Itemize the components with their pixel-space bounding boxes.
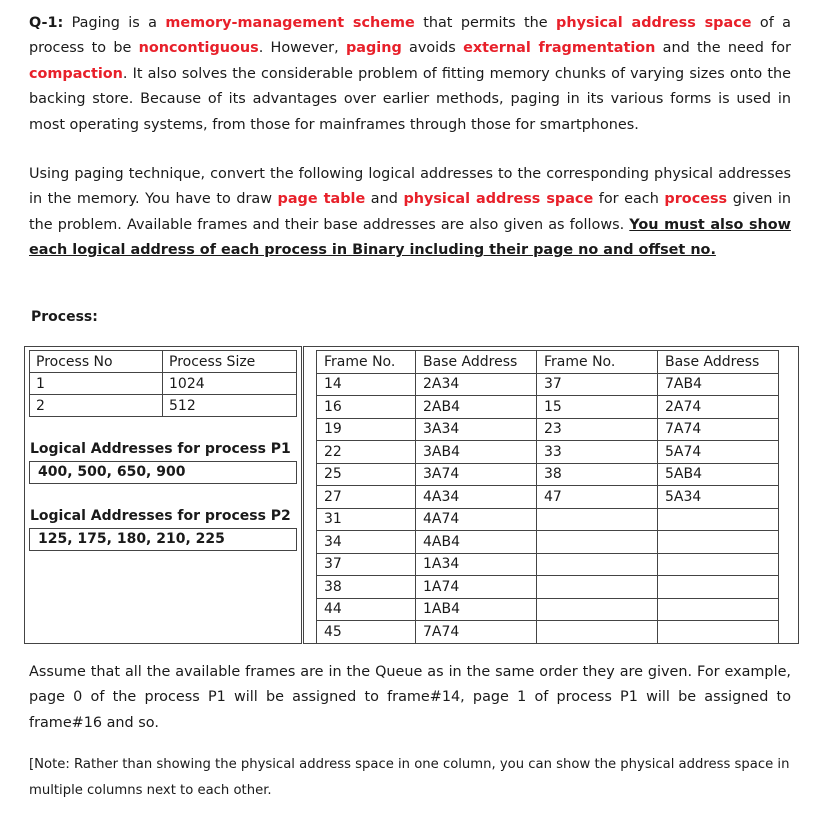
question-label: Q-1: — [29, 15, 64, 31]
cell — [658, 531, 779, 554]
table-row — [317, 373, 779, 396]
cell: 3AB4 — [416, 441, 537, 464]
keyword: compaction — [29, 65, 123, 82]
text: given in the problem. Available frames and their base addresses are also given as follows. — [29, 191, 791, 233]
cell — [658, 508, 779, 531]
cell — [537, 598, 658, 621]
cell: 16 — [317, 396, 416, 419]
cell: 2A34 — [416, 373, 537, 396]
cell: 2AB4 — [416, 396, 537, 419]
cell: 33 — [537, 441, 658, 464]
cell: 7A74 — [416, 621, 537, 644]
table-row — [30, 373, 297, 395]
cell — [658, 598, 779, 621]
table-row — [317, 418, 779, 441]
cell: 4A34 — [416, 486, 537, 509]
col-header: Frame No. — [317, 351, 416, 374]
cell — [658, 576, 779, 599]
keyword: physical address space — [403, 191, 594, 208]
cell: 38 — [317, 576, 416, 599]
text: and — [365, 191, 404, 208]
table-row — [317, 486, 779, 509]
text: of a process to be — [29, 15, 791, 57]
table-row — [317, 441, 779, 464]
frame-box — [303, 346, 799, 644]
text: avoids — [401, 40, 464, 57]
cell: 5A34 — [658, 486, 779, 509]
cell: 3A74 — [416, 463, 537, 486]
cell: 2A74 — [658, 396, 779, 419]
cell: 3A34 — [416, 418, 537, 441]
text: Using paging technique, convert the following logical addresses to the corresponding physical addresses in the memory. You have to draw — [29, 166, 791, 208]
note-paragraph: [Note: Rather than showing the physical address space in one column, you can show the physical address space in multiple columns next to each other. — [29, 757, 790, 798]
cell: 512 — [163, 395, 297, 417]
assume-paragraph: Assume that all the available frames are in the Queue as in the same order they are given. For example, page 0 of the process P1 will be assigned to frame#14, page 1 of process P1 will be assigned to frame#16 and so. — [29, 664, 791, 731]
cell: 34 — [317, 531, 416, 554]
cell: 25 — [317, 463, 416, 486]
keyword: process — [664, 191, 728, 208]
table-row — [317, 508, 779, 531]
cell: 37 — [317, 553, 416, 576]
table-header-row — [317, 351, 779, 374]
table-row — [317, 598, 779, 621]
cell: 5AB4 — [658, 463, 779, 486]
cell: 22 — [317, 441, 416, 464]
cell: 27 — [317, 486, 416, 509]
table-row — [30, 395, 297, 417]
cell: 7AB4 — [658, 373, 779, 396]
p2-logical-title: Logical Addresses for process P2 — [30, 508, 291, 524]
keyword: physical address space — [556, 15, 752, 31]
cell — [537, 576, 658, 599]
cell: 1 — [30, 373, 163, 395]
cell — [537, 553, 658, 576]
keyword: memory-management scheme — [165, 15, 415, 31]
table-row — [317, 396, 779, 419]
cell: 19 — [317, 418, 416, 441]
cell — [658, 621, 779, 644]
keyword: paging — [345, 40, 402, 57]
cell: 4A74 — [416, 508, 537, 531]
cell: 1A74 — [416, 576, 537, 599]
text: that permits the — [414, 15, 557, 31]
keyword: noncontiguous — [138, 40, 259, 57]
cell — [537, 621, 658, 644]
question-paragraph — [29, 11, 791, 138]
frame-table — [316, 350, 779, 644]
cell — [658, 553, 779, 576]
text: and the need for — [655, 40, 791, 57]
cell — [537, 508, 658, 531]
table-row — [317, 531, 779, 554]
process-table — [29, 350, 297, 417]
table-header-row — [30, 351, 297, 373]
keyword: page table — [277, 191, 366, 208]
text: . It also solves the considerable problem of fitting memory chunks of varying sizes onto the backing store. Because of its advantages over earlier methods, paging in its various forms is used in most operating systems, from those for mainframes through those for smartphones. — [29, 65, 791, 133]
col-header: Process No — [30, 351, 163, 373]
p1-logical-values: 400, 500, 650, 900 — [29, 461, 297, 484]
cell: 31 — [317, 508, 416, 531]
col-header: Frame No. — [537, 351, 658, 374]
table-row — [317, 463, 779, 486]
text: for each — [593, 191, 665, 208]
col-header: Base Address — [416, 351, 537, 374]
cell: 37 — [537, 373, 658, 396]
cell: 7A74 — [658, 418, 779, 441]
cell: 1024 — [163, 373, 297, 395]
process-heading: Process: — [31, 309, 98, 325]
cell: 2 — [30, 395, 163, 417]
cell: 15 — [537, 396, 658, 419]
underlined-instruction: You must also show each logical address of each process in Binary including their page no and offset no. — [29, 216, 791, 259]
text: . However, — [258, 40, 346, 57]
table-row — [317, 576, 779, 599]
table-row — [317, 553, 779, 576]
cell: 1AB4 — [416, 598, 537, 621]
cell: 45 — [317, 621, 416, 644]
cell: 38 — [537, 463, 658, 486]
table-row — [317, 621, 779, 644]
keyword: external fragmentation — [463, 40, 656, 57]
col-header: Base Address — [658, 351, 779, 374]
cell: 14 — [317, 373, 416, 396]
cell: 5A74 — [658, 441, 779, 464]
cell: 4AB4 — [416, 531, 537, 554]
instructions-paragraph — [29, 162, 791, 264]
cell — [537, 531, 658, 554]
text: Paging is a — [63, 15, 166, 31]
cell: 47 — [537, 486, 658, 509]
p1-logical-title: Logical Addresses for process P1 — [30, 441, 291, 457]
col-header: Process Size — [163, 351, 297, 373]
cell: 23 — [537, 418, 658, 441]
p2-logical-values: 125, 175, 180, 210, 225 — [29, 528, 297, 551]
cell: 44 — [317, 598, 416, 621]
process-box — [24, 346, 302, 644]
cell: 1A34 — [416, 553, 537, 576]
